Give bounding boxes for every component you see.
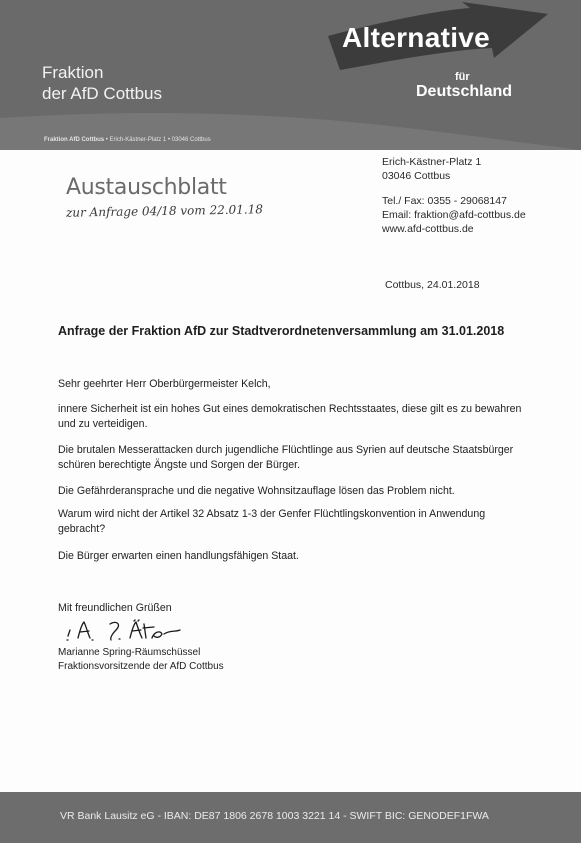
signatory-role: Fraktionsvorsitzende der AfD Cottbus [58, 661, 224, 672]
letter-subject: Anfrage der Fraktion AfD zur Stadtverordnetenversammlung am 31.01.2018 [58, 324, 505, 338]
paragraph-1: innere Sicherheit ist ein hohes Gut eines demokratischen Rechtsstaates, diese gilt es zu bewahren und zu verteidigen. [58, 403, 522, 430]
footer-band [0, 792, 581, 843]
logo-word-deutschland: Deutschland [416, 83, 513, 100]
letterhead-band [0, 0, 581, 150]
salutation: Sehr geehrter Herr Oberbürgermeister Kelch, [58, 378, 271, 390]
sender-name: Fraktion AfD Cottbus [44, 137, 105, 143]
contact-web: www.afd-cottbus.de [382, 223, 474, 235]
signatory-block [58, 646, 224, 674]
paragraph-3: Die Gefährderansprache und die negative Wohnsitzauflage lösen das Problem nicht. [58, 485, 455, 497]
paragraph-2: Die brutalen Messerattacken durch jugendliche Flüchtlinge aus Syrien auf deutsche Staatsbürger schüren berechtigte Ängste und Sorgen der Bürger. [58, 444, 514, 471]
contact-phone: Tel./ Fax: 0355 - 29068147 [382, 195, 507, 207]
faction-line-1: Fraktion [42, 63, 104, 82]
paragraph-4: Warum wird nicht der Artikel 32 Absatz 1-3 der Genfer Flüchtlingskonvention in Anwendung gebracht? [58, 508, 486, 535]
contact-city: 03046 Cottbus [382, 170, 451, 182]
contact-email: Email: fraktion@afd-cottbus.de [382, 209, 526, 221]
sender-return-address [44, 137, 211, 143]
sender-address: • Erich-Kästner-Platz 1 • 03046 Cottbus [104, 137, 211, 143]
contact-block [382, 155, 526, 236]
replacement-stamp: Austauschblatt [66, 175, 227, 200]
closing-greeting: Mit freundlichen Grüßen [58, 602, 172, 614]
handwritten-note: zur Anfrage 04/18 vom 22.01.18 [65, 202, 264, 220]
faction-line-2: der AfD Cottbus [42, 84, 163, 103]
paragraph-5: Die Bürger erwarten einen handlungsfähigen Staat. [58, 550, 299, 562]
bank-details: VR Bank Lausitz eG - IBAN: DE87 1806 2678 1003 3221 14 - SWIFT BIC: GENODEF1FWA [60, 810, 489, 822]
handwritten-signature [64, 616, 194, 644]
signatory-name: Marianne Spring-Räumschüssel [58, 647, 201, 658]
letter-date: Cottbus, 24.01.2018 [385, 279, 480, 291]
contact-street: Erich-Kästner-Platz 1 [382, 156, 482, 168]
logo-word-alternative: Alternative [342, 22, 491, 53]
logo-word-fuer: für [455, 71, 470, 83]
faction-name [42, 62, 162, 104]
